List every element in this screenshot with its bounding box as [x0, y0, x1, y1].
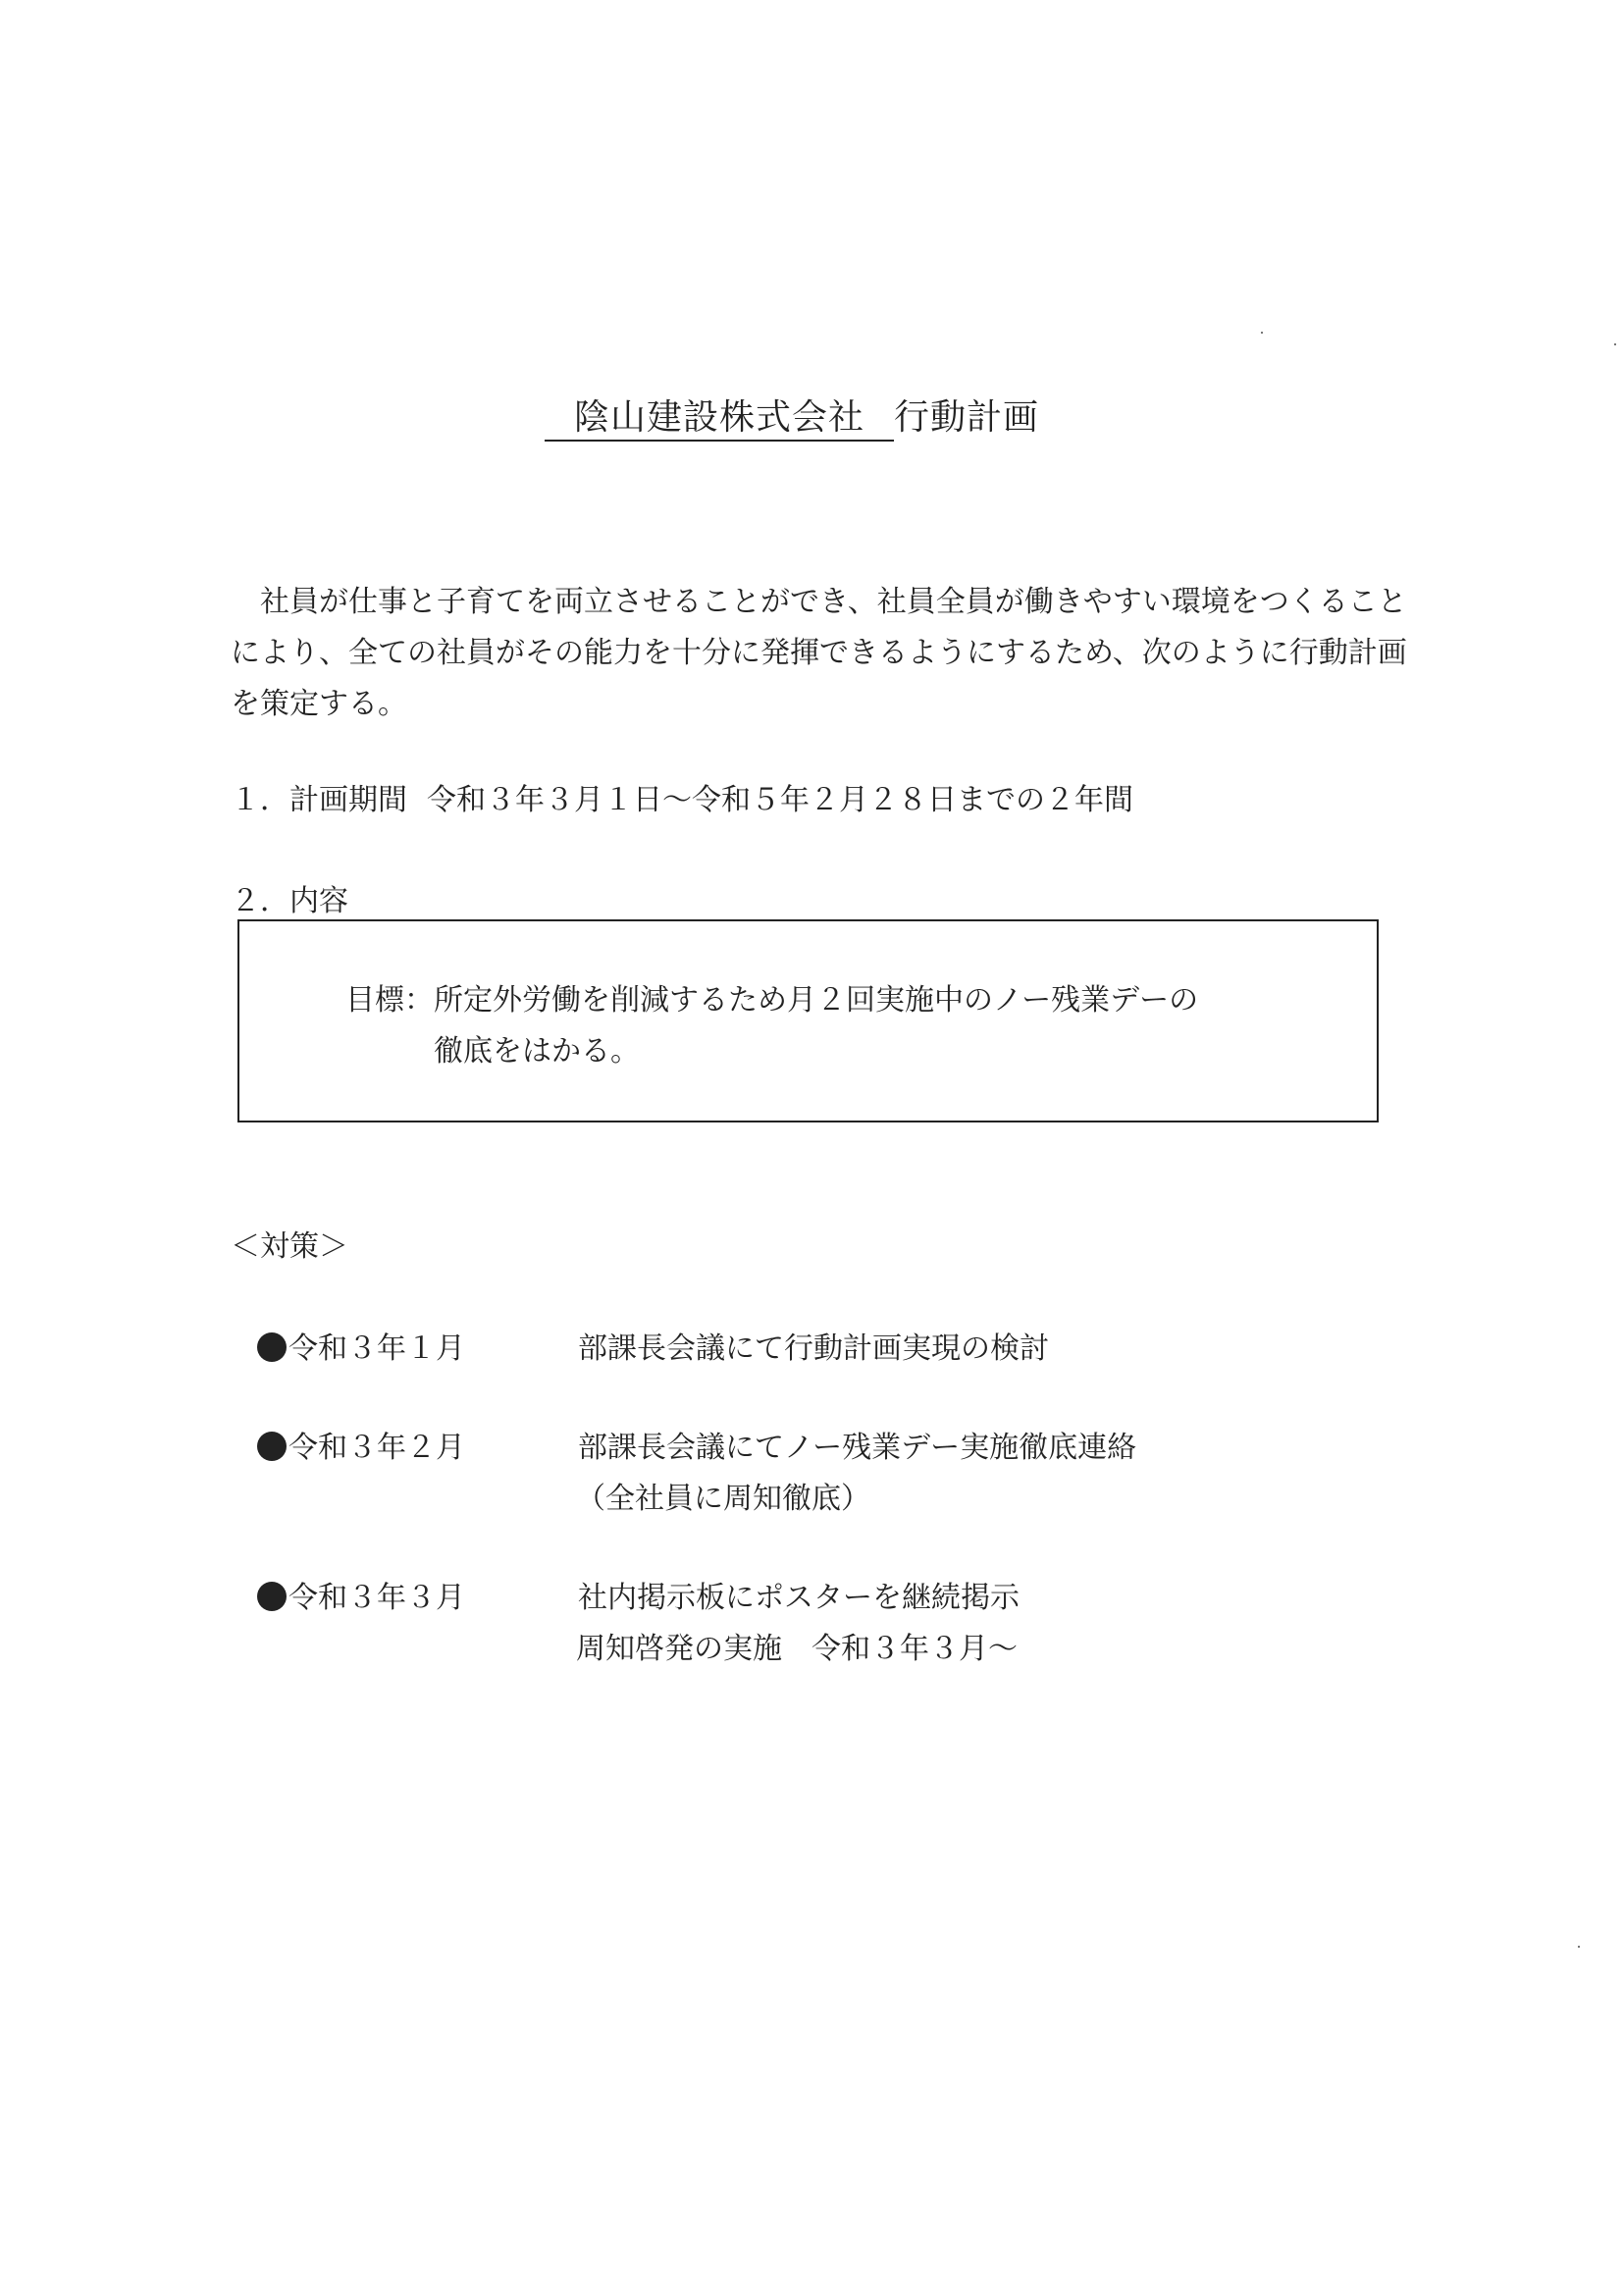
scan-speck	[1261, 332, 1263, 334]
measure-text: 部課長会議にて行動計画実現の検討	[578, 1331, 1049, 1366]
company-name: 陰山建設株式会社	[545, 397, 894, 442]
measure-date: 令和３年３月	[288, 1581, 465, 1615]
measure-date: 令和３年２月	[288, 1431, 465, 1465]
measure-date: 令和３年１月	[288, 1331, 465, 1366]
intro-paragraph: 社員が仕事と子育てを両立させることができ、社員全員が働きやすい環境をつくることにより、全ての社員がその能力を十分に発揮できるようにするため、次のように行動計画を策定する。	[231, 585, 1407, 721]
bullet-icon	[257, 1432, 287, 1461]
title-suffix: 行動計画	[894, 397, 1040, 438]
scan-speck	[1578, 1946, 1580, 1948]
plan-period-label: １．計画期間	[231, 783, 407, 817]
measures-heading: ＜対策＞	[231, 1229, 348, 1264]
goal-text-line-2: 徹底をはかる。	[434, 1034, 640, 1069]
goal-box	[237, 919, 1379, 1122]
scan-speck	[1614, 343, 1616, 345]
plan-period-value: 令和３年３月１日〜令和５年２月２８日までの２年間	[427, 783, 1133, 817]
measure-item	[257, 1423, 1137, 1516]
plan-period-section	[231, 775, 1133, 818]
measure-subtext: 周知啓発の実施 令和３年３月〜	[576, 1632, 1018, 1666]
measure-text: 社内掲示板にポスターを継続掲示	[578, 1581, 1020, 1615]
goal-text-line-1: 目標：所定外労働を削減するため月２回実施中のノー残業デーの	[345, 983, 1199, 1018]
content-section-label: ２．内容	[231, 884, 348, 918]
document-title	[545, 397, 1039, 442]
bullet-icon	[257, 1332, 287, 1362]
measure-text: 部課長会議にてノー残業デー実施徹底連絡	[578, 1431, 1137, 1465]
bullet-icon	[257, 1582, 287, 1611]
measure-item	[257, 1573, 1020, 1666]
measure-item	[257, 1324, 1049, 1367]
measure-subtext: （全社員に周知徹底）	[576, 1482, 870, 1516]
